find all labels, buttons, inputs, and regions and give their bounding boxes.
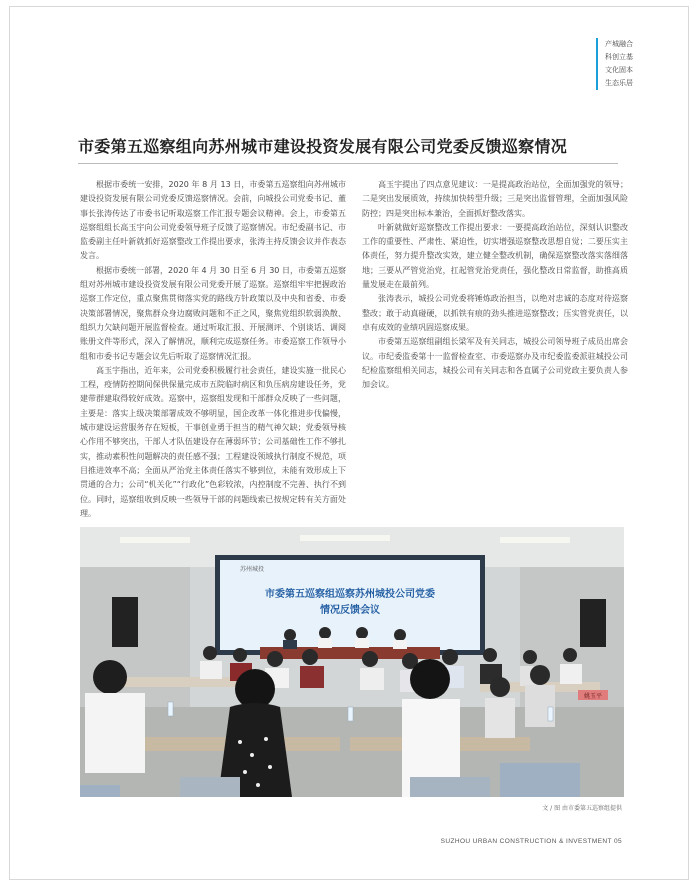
article-paragraph: 市委第五巡察组副组长梁军及有关同志，城投公司领导班子成员出席会议。市纪委监委第十一监督检查室、市委巡察办及市纪委监委派驻城投公司纪检监察组相关同志，城投公司有关同志和各直属子公司党政主要负责人参加会议。 <box>362 337 628 390</box>
article-paragraph: 高玉宇指出，近年来，公司党委积极履行社会责任，建设实施一批民心工程，疫情防控期间保供保量完成市五院临时病区和负压病房建设任务，党建带群建取得较好成效。巡察中，巡察组发现和干部群众反映了一些问题，主要是：落实上级决策部署成效不够明显，国企改革一体化推进步伐偏慢，城市建设运营服务存在短板，干事创业勇于担当的精气神欠缺；党委领导核心作用不够突出，干部人才队伍建设存在薄弱环节；公司基础性工作不够扎实，推动素积性问题解决的责任感不强；工程建设领域执行制度不规范，项目推进效率不高；全面从严治党主体责任落实不够到位，未能有效形成上下贯通的合力；公司“机关化”“行政化”色彩较浓，内控制度不完善、执行不到位。同时，巡察组收到反映一些领导干部的问题线索已按规定转有关方面处理。 <box>80 365 346 518</box>
section-tag <box>596 38 633 90</box>
article-column-left <box>80 178 346 521</box>
screen-text-line2: 情况反馈会议 <box>320 605 380 616</box>
article-paragraph: 张涛表示，城投公司党委将锤炼政治担当，以绝对忠诚的态度对待巡察整改；敢于动真碰硬，以抓铁有痕的劲头推进巡察整改；压实管党责任，以卓有成效的业绩巩固巡察成果。 <box>362 294 628 332</box>
screen-logo: 苏州城投 <box>240 566 265 573</box>
title-divider <box>78 163 618 164</box>
page-footer: SUZHOU URBAN CONSTRUCTION & INVESTMENT 05 <box>440 838 622 845</box>
nameplate-text: 姚玉平 <box>583 693 603 700</box>
section-tag-line: 文化固本 <box>605 66 633 74</box>
photo-caption: 文 / 图 由市委第五巡察组提供 <box>542 805 622 812</box>
meeting-photo <box>80 527 624 797</box>
section-tag-line: 生态乐居 <box>605 79 633 87</box>
section-tag-line: 产城融合 <box>605 40 633 48</box>
section-tag-line: 科创立基 <box>605 53 633 61</box>
screen-text-line1: 市委第五巡察组巡察苏州城投公司党委 <box>265 589 435 600</box>
article-title: 市委第五巡察组向苏州城市建设投资发展有限公司党委反馈巡察情况 <box>78 137 568 156</box>
meeting-photo-illustration <box>80 527 624 797</box>
article-paragraph: 根据市委统一安排，2020 年 8 月 13 日，市委第五巡察组向苏州城市建设投资发展有限公司党委反馈巡察情况。会前，向城投公司党委书记、董事长张涛传达了市委书记听取巡察工作汇报专题会议精神。会上，市委第五巡察组组长高玉宇向公司党委领导班子反馈了巡察情况。市纪委副书记、市监委副主任叶新就抓好巡察整改工作提出要求，张涛主持反馈会议并作表态发言。 <box>80 180 346 261</box>
article-paragraph: 根据市委统一部署，2020 年 4 月 30 日至 6 月 30 日，市委第五巡察组对苏州城市建设投资发展有限公司党委开展了巡察。巡察组牢牢把握政治巡察工作定位，重点聚焦贯彻落实党的路线方针政策以及中央和省委、市委决策部署情况，聚焦群众身边腐败问题和不正之风，聚焦党组织软弱涣散、组织力欠缺问题开展监督检查。通过听取汇报、开展测评、个别谈话、调阅账册文件等形式，深入了解情况，顺利完成巡察任务。市委巡察工作领导小组和市委书记专题会议先后听取了巡察情况汇报。 <box>80 265 346 361</box>
article-paragraph: 高玉宇提出了四点意见建议：一是提高政治站位，全面加强党的领导；二是突出发展质效，持续加快转型升级；三是突出监督管理，全面加强风险防控；四是突出标本兼治，全面抓好整改落实。 <box>362 180 628 218</box>
article-paragraph: 叶新就做好巡察整改工作提出要求：一要提高政治站位，深刻认识整改工作的重要性、严肃性、紧迫性，切实增强巡察整改思想自觉；二要压实主体责任，努力提升整改实效，建立健全整改机制，确保巡察整改落实落细落地；三要从严管党治党，扛起管党治党责任，强化整改日常监督，助推高质量发展走在最前列。 <box>362 222 628 290</box>
article-column-right <box>362 178 628 392</box>
